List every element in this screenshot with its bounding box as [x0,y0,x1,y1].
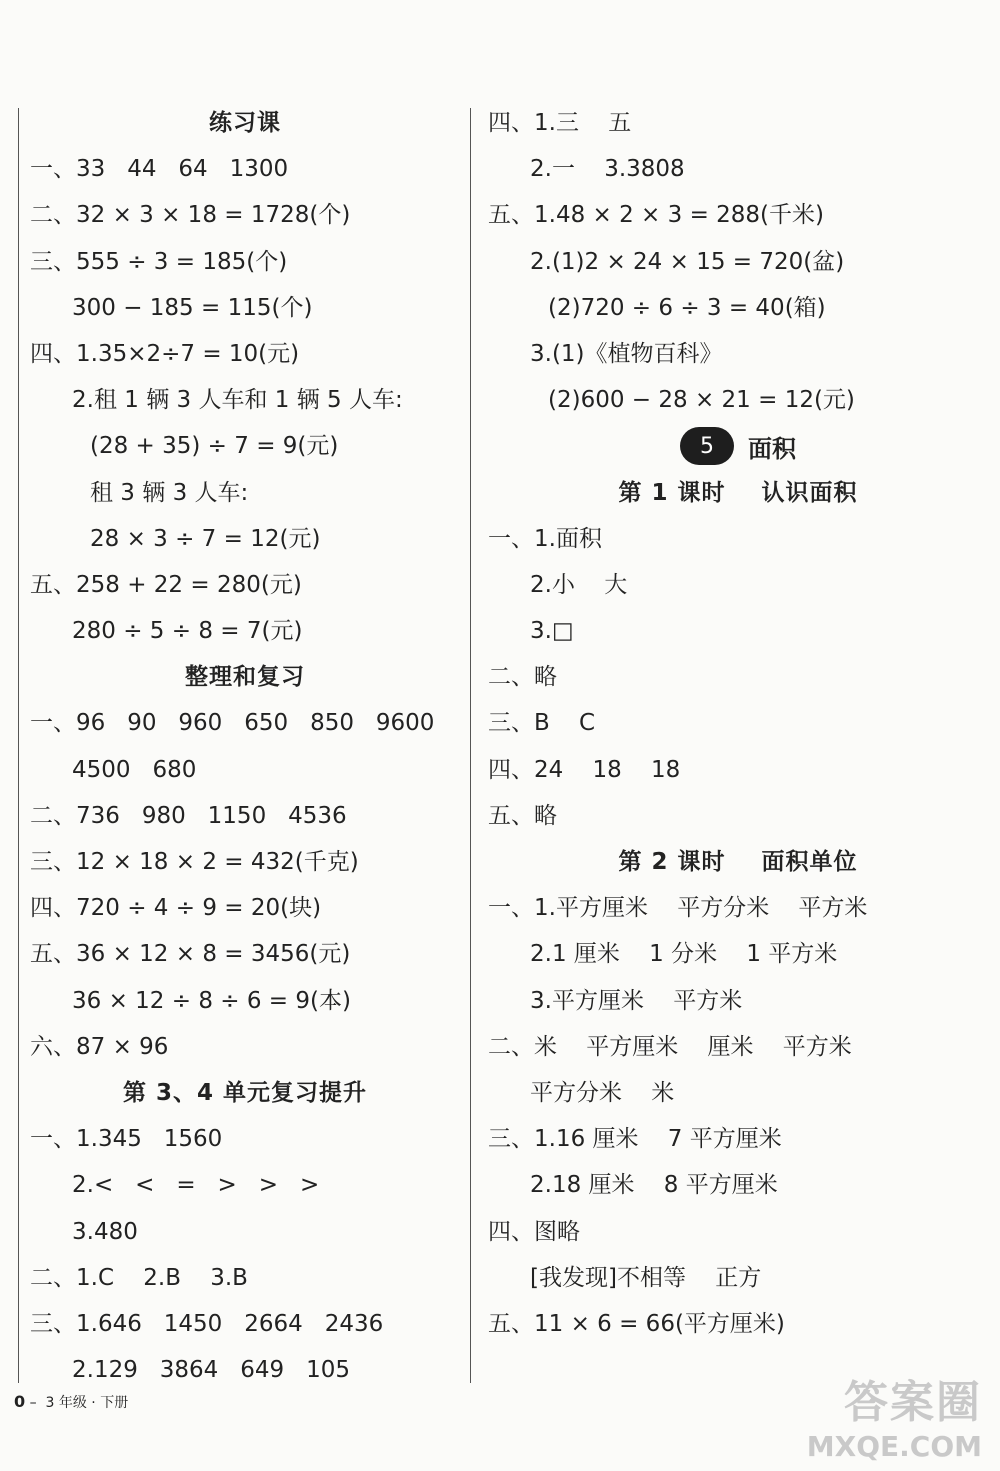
chapter-title: 面积 [748,434,796,463]
answer-line: 一、1.345 1560 [30,1126,223,1153]
section-title: 整理和复习 [185,664,305,691]
answer-line: 三、555 ÷ 3 = 185(个) [30,248,288,275]
answer-line: 2.租 1 辆 3 人车和 1 辆 5 人车: [72,387,403,414]
answer-line: 3.480 [72,1218,138,1245]
answer-line: 二、32 × 3 × 18 = 1728(个) [30,202,351,229]
right-column [488,100,988,1347]
answer-line: 五、略 [488,802,557,829]
answer-line: 四、图略 [488,1218,580,1245]
answer-line: 4500 680 [72,756,197,783]
answer-line: 三、1.646 1450 2664 2436 [30,1310,384,1337]
watermark-logo: 答案圈 [844,1377,982,1428]
answer-line: 六、87 × 96 [30,1033,169,1060]
answer-line: 2.一 3.3808 [530,156,685,183]
section-title: 练习课 [209,110,281,136]
answer-line: 2.1 厘米 1 分米 1 平方米 [530,941,838,968]
watermark-url: MXQE.COM [806,1430,982,1463]
answer-line: 三、B C [488,710,596,737]
answer-line: 四、1.三 五 [488,110,632,136]
answer-line: 四、24 18 18 [488,756,681,783]
answer-line: 二、略 [488,664,557,691]
answer-line: 一、33 44 64 1300 [30,156,289,183]
section-title: 第 1 课时 认识面积 [618,479,858,506]
answer-line: 平方分米 米 [530,1079,675,1106]
page-number: 0 [14,1392,26,1411]
answer-line: 二、1.C 2.B 3.B [30,1264,248,1291]
answer-line: 2.< < = > > > [72,1172,320,1199]
answer-line: 2.18 厘米 8 平方厘米 [530,1172,778,1199]
answer-line: 一、1.面积 [488,525,602,552]
watermark [807,1366,982,1463]
answer-line: 二、736 980 1150 4536 [30,802,347,829]
answer-line: 三、12 × 18 × 2 = 432(千克) [30,849,359,875]
answer-line: 三、1.16 厘米 7 平方厘米 [488,1126,782,1153]
answer-line: 280 ÷ 5 ÷ 8 = 7(元) [72,618,303,645]
answer-line: 五、11 × 6 = 66(平方厘米) [488,1310,785,1337]
footer-text: – 3 年级 · 下册 [25,1395,129,1411]
answer-line: 3.平方厘米 平方米 [530,987,743,1014]
section-title: 第 3、4 单元复习提升 [122,1079,368,1106]
answer-line: 四、720 ÷ 4 ÷ 9 = 20(块) [30,895,322,922]
answer-line: 二、米 平方厘米 厘米 平方米 [488,1033,852,1060]
answer-line: (2)720 ÷ 6 ÷ 3 = 40(箱) [548,294,826,321]
answer-line: (28 + 35) ÷ 7 = 9(元) [90,433,339,460]
answer-line: 3.□ [530,618,574,645]
left-margin-rule [18,108,19,1383]
answer-line: 300 − 185 = 115(个) [72,294,313,321]
answer-line: 2.小 大 [530,571,628,598]
answer-line: 一、96 90 960 650 850 9600 [30,710,435,737]
section-title: 第 2 课时 面积单位 [618,849,858,875]
answer-line: 五、1.48 × 2 × 3 = 288(千米) [488,202,825,229]
left-column [30,100,460,1393]
answer-line: 36 × 12 ÷ 8 ÷ 6 = 9(本) [72,987,351,1014]
answer-line: (2)600 − 28 × 21 = 12(元) [548,387,855,414]
answer-line: 3.(1)《植物百科》 [530,340,723,367]
page-footer [14,1392,128,1412]
answer-line: 四、1.35×2÷7 = 10(元) [30,340,300,367]
answer-line: 租 3 辆 3 人车: [90,479,249,506]
answer-line: 28 × 3 ÷ 7 = 12(元) [90,525,321,552]
answer-line: 2.129 3864 649 105 [72,1357,350,1384]
answer-line: 一、1.平方厘米 平方分米 平方米 [488,895,868,922]
chapter-number-badge: 5 [680,427,734,465]
answer-line: 五、36 × 12 × 8 = 3456(元) [30,941,351,968]
answer-line: 2.(1)2 × 24 × 15 = 720(盆) [530,248,845,275]
chapter-heading [488,423,988,469]
answer-line: 五、258 + 22 = 280(元) [30,571,302,598]
answer-line: [我发现]不相等 正方 [530,1264,762,1291]
column-divider [470,108,471,1383]
